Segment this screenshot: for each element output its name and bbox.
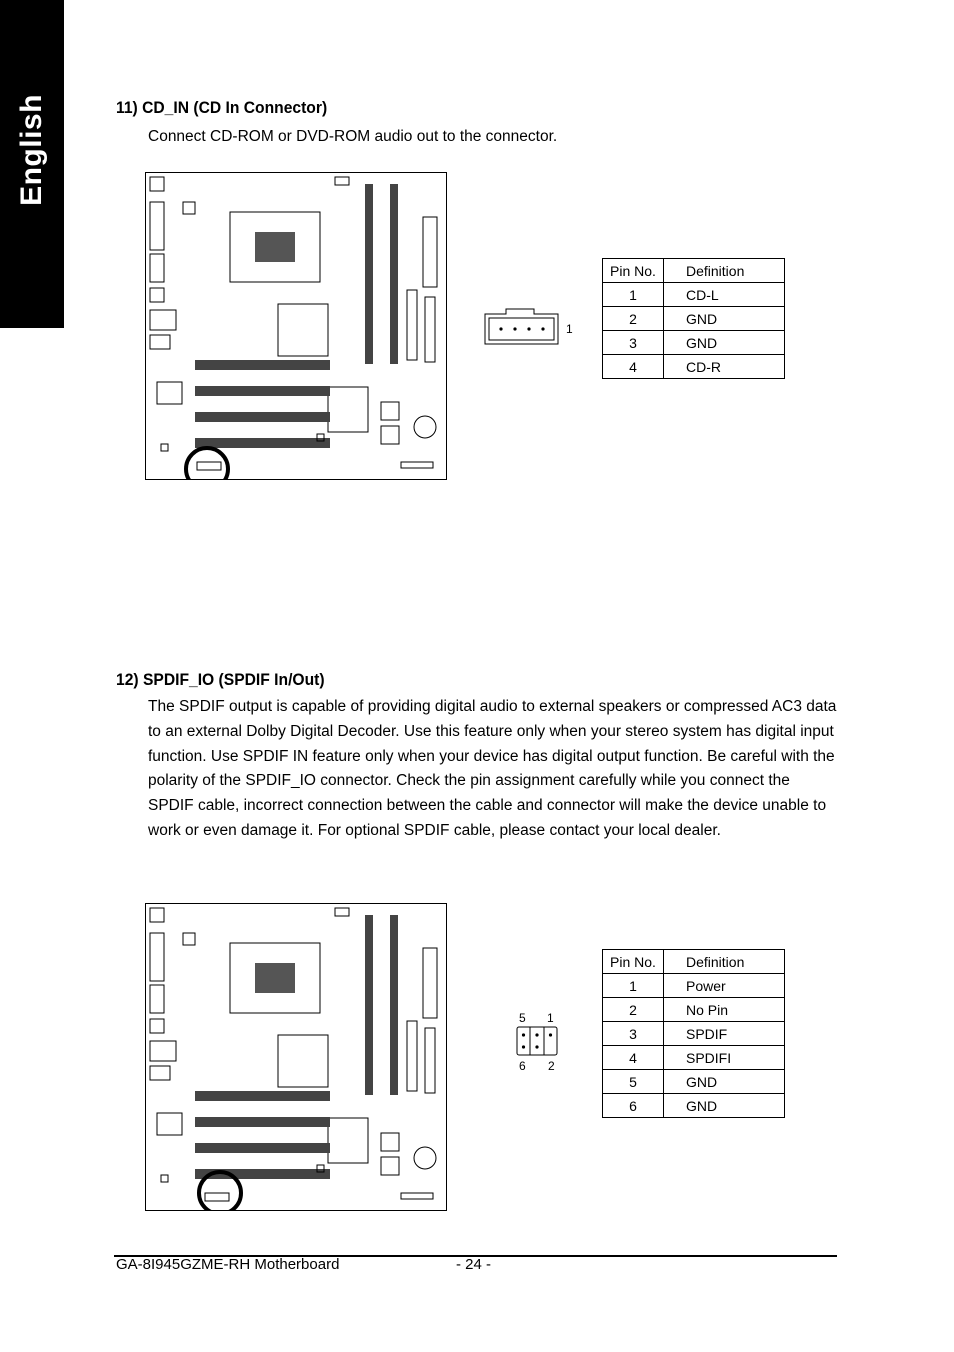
motherboard-diagram-cd-in (145, 172, 447, 480)
section-12-heading: 12) SPDIF_IO (SPDIF In/Out) (116, 670, 325, 689)
table-cell: SPDIFI (664, 1046, 785, 1070)
spdif-label-5: 5 (519, 1011, 526, 1025)
cd-in-pin1-label: 1 (566, 322, 573, 336)
table-header: Pin No. (603, 259, 664, 283)
table-cell: GND (664, 1070, 785, 1094)
table-cell: 5 (603, 1070, 664, 1094)
side-tab-label: English (15, 94, 48, 206)
table-cell: 1 (603, 974, 664, 998)
table-cell: GND (664, 307, 785, 331)
table-cell: 2 (603, 998, 664, 1022)
table-row (603, 307, 785, 331)
table-cell: 3 (603, 331, 664, 355)
table-row (603, 331, 785, 355)
table-cell: 6 (603, 1094, 664, 1118)
cd-in-connector-icon (484, 308, 564, 348)
spdif-label-6: 6 (519, 1059, 526, 1073)
table-cell: CD-L (664, 283, 785, 307)
table-row (603, 1070, 785, 1094)
spdif-connector-icon (516, 1026, 558, 1056)
table-row (603, 259, 785, 283)
table-row (603, 355, 785, 379)
table-row (603, 1022, 785, 1046)
table-row (603, 283, 785, 307)
table-header: Pin No. (603, 950, 664, 974)
table-cell: 4 (603, 1046, 664, 1070)
table-cell: CD-R (664, 355, 785, 379)
spdif-label-2: 2 (548, 1059, 555, 1073)
table-row (603, 1046, 785, 1070)
table-header: Definition (664, 259, 785, 283)
section-11-description: Connect CD-ROM or DVD-ROM audio out to the connector. (148, 128, 558, 145)
table-row (603, 974, 785, 998)
footer-page-number: - 24 - (456, 1256, 492, 1273)
section-11-heading: 11) CD_IN (CD In Connector) (116, 98, 328, 117)
spdif-label-1: 1 (547, 1011, 554, 1025)
table-row (603, 998, 785, 1022)
footer-model: GA-8I945GZME-RH Motherboard (116, 1256, 340, 1273)
table-row (603, 1094, 785, 1118)
cd-in-pin-table (602, 258, 785, 379)
table-cell: 2 (603, 307, 664, 331)
table-cell: No Pin (664, 998, 785, 1022)
table-cell: SPDIF (664, 1022, 785, 1046)
table-cell: 4 (603, 355, 664, 379)
motherboard-diagram-spdif (145, 903, 447, 1211)
table-cell: 3 (603, 1022, 664, 1046)
section-12-description: The SPDIF output is capable of providing digital audio to external speakers or compressed AC3 data to an external Dolby Digital Decoder. Use this feature only when your stereo system has digital input function. Use SPDIF IN feature only when your device has digital output function. Be careful with the polarity of the SPDIF_IO connector. Check the pin assignment carefully while you connect the SPDIF cable, incorrect connection between the cable and connector will make the device unable to work or even damage it. For optional SPDIF cable, please contact your local dealer. (148, 698, 837, 839)
table-row (603, 950, 785, 974)
table-cell: GND (664, 1094, 785, 1118)
language-side-tab (0, 0, 64, 328)
table-cell: GND (664, 331, 785, 355)
table-cell: 1 (603, 283, 664, 307)
spdif-pin-table (602, 949, 785, 1118)
table-cell: Power (664, 974, 785, 998)
table-header: Definition (664, 950, 785, 974)
